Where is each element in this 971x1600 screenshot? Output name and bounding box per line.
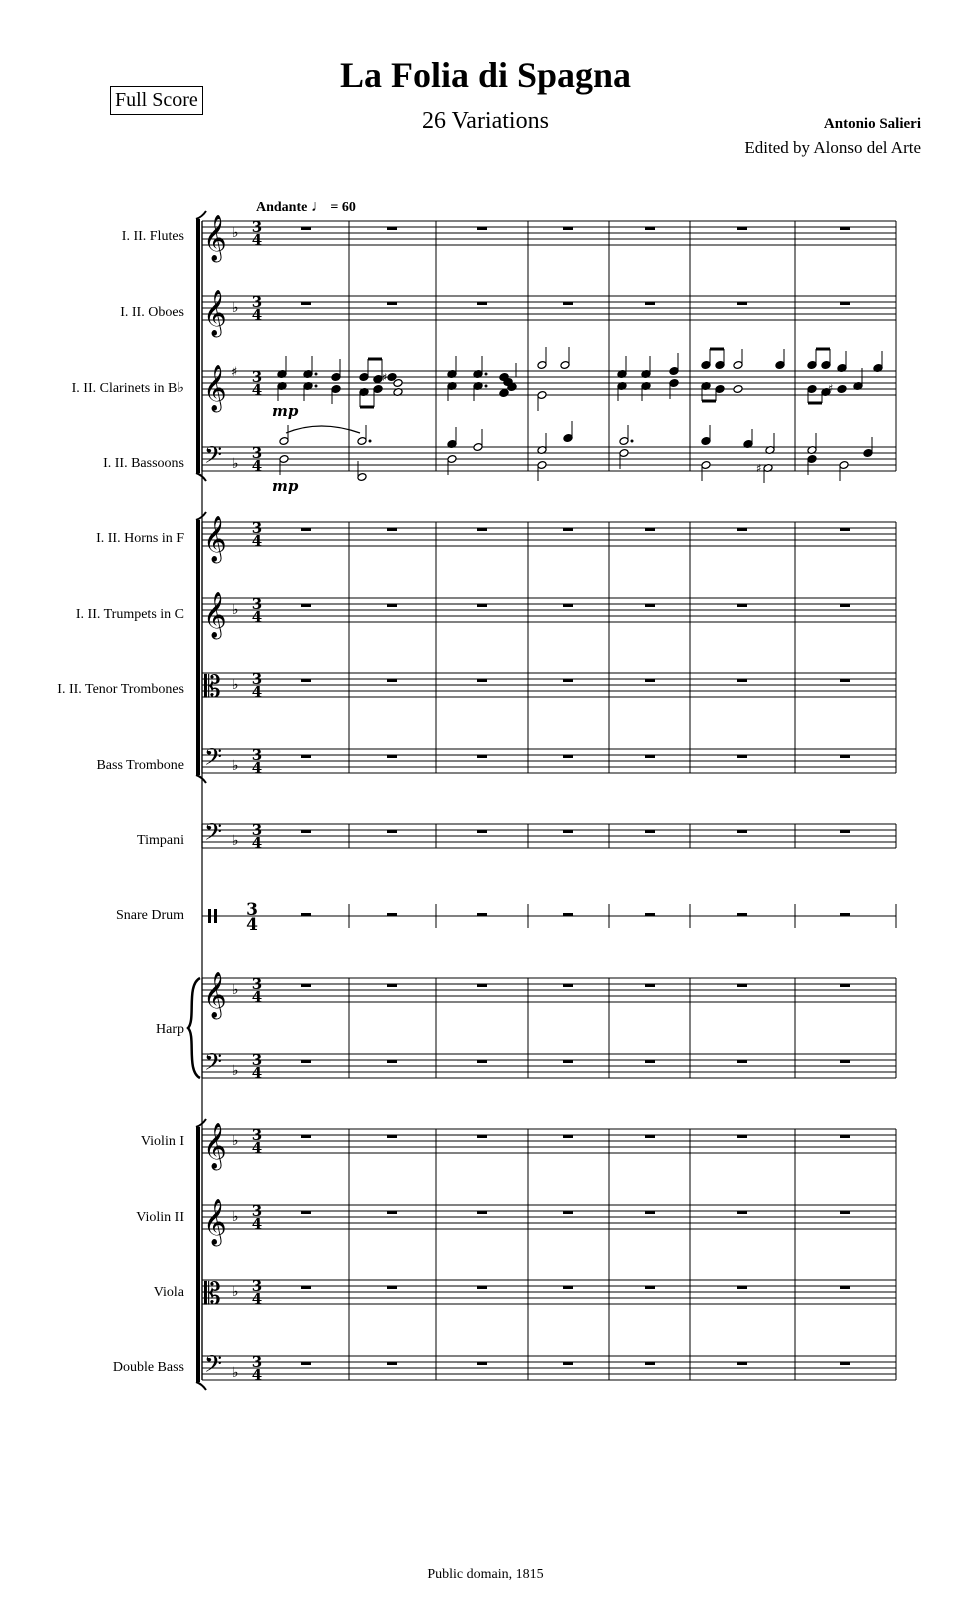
whole-rest [301, 679, 311, 682]
treble-clef-icon: 𝄞 [203, 1199, 227, 1245]
whole-rest [645, 1286, 655, 1289]
flat-key-signature-icon: ♭ [232, 1063, 239, 1079]
staff-1 [202, 296, 896, 320]
whole-rest [301, 913, 311, 916]
woodwind-bracket-hook [196, 473, 206, 481]
treble-clef-icon: 𝄞 [203, 290, 227, 336]
dot-mark [485, 385, 488, 388]
whole-rest [387, 227, 397, 230]
whole-rest [737, 1060, 747, 1063]
instrument-label-double-bass: Double Bass [112, 1360, 184, 1375]
time-signature-top: 3 [251, 293, 263, 311]
note-head [499, 389, 509, 398]
whole-rest [840, 1211, 850, 1214]
harp-brace [188, 978, 200, 1078]
time-signature-bottom: 4 [251, 1290, 263, 1308]
whole-rest [301, 830, 311, 833]
whole-rest [840, 1362, 850, 1365]
flat-key-signature-icon: ♭ [232, 833, 239, 849]
staff-15 [202, 1356, 896, 1380]
time-signature-top: 3 [251, 670, 263, 688]
copyright-footer: Public domain, 1815 [427, 1567, 544, 1582]
whole-rest [645, 1211, 655, 1214]
whole-rest [840, 227, 850, 230]
time-signature-top: 3 [251, 218, 263, 236]
whole-rest [477, 1211, 487, 1214]
time-signature-top: 3 [251, 975, 263, 993]
time-signature-bottom: 4 [246, 915, 258, 935]
whole-rest [840, 1135, 850, 1138]
treble-clef-icon: 𝄞 [203, 365, 227, 411]
whole-rest [563, 984, 573, 987]
whole-rest [387, 913, 397, 916]
whole-rest [563, 913, 573, 916]
whole-rest [737, 1286, 747, 1289]
staff-0 [202, 221, 896, 245]
whole-rest [301, 528, 311, 531]
time-signature-bottom: 4 [251, 1139, 263, 1157]
flat-key-signature-icon: ♭ [232, 1209, 239, 1225]
instrument-label-snare-drum: Snare Drum [115, 908, 184, 923]
staff-11 [202, 1054, 896, 1078]
flat-key-signature-icon: ♭ [232, 300, 239, 316]
strings-bracket [196, 1127, 200, 1382]
instrument-label-bassoons: I. II. Bassoons [103, 456, 184, 471]
instrument-label-flutes: I. II. Flutes [121, 229, 184, 244]
whole-rest [387, 984, 397, 987]
whole-rest [387, 830, 397, 833]
whole-rest [645, 1135, 655, 1138]
time-signature-bottom: 4 [251, 988, 263, 1006]
staff-13 [202, 1205, 896, 1229]
whole-rest [563, 755, 573, 758]
whole-rest [301, 604, 311, 607]
staff-3 [202, 447, 896, 471]
instrument-label-violin-2: Violin II [136, 1210, 184, 1225]
time-signature-top: 3 [251, 444, 263, 462]
tempo-value: = 60 [330, 200, 356, 215]
whole-rest [387, 528, 397, 531]
whole-rest [840, 679, 850, 682]
whole-rest [563, 1286, 573, 1289]
treble-clef-icon: 𝄞 [203, 516, 227, 562]
alto-clef-icon: 𝄡 [204, 1277, 221, 1312]
staff-5 [202, 598, 896, 622]
whole-rest [840, 913, 850, 916]
instrument-label-violin-1: Violin I [140, 1134, 184, 1149]
whole-rest [477, 679, 487, 682]
time-signature-top: 3 [251, 519, 263, 537]
dynamic-mark: mp [272, 477, 299, 495]
whole-rest [301, 227, 311, 230]
whole-rest [645, 755, 655, 758]
dot-mark [369, 440, 372, 443]
time-signature-bottom: 4 [251, 608, 263, 626]
whole-rest [477, 1286, 487, 1289]
flat-key-signature-icon: ♭ [232, 1284, 239, 1300]
whole-rest [737, 604, 747, 607]
whole-rest [563, 1060, 573, 1063]
whole-rest [563, 1211, 573, 1214]
time-signature-top: 3 [251, 746, 263, 764]
flat-key-signature-icon: ♭ [232, 677, 239, 693]
note-head [733, 385, 743, 394]
instrument-label-timpani: Timpani [137, 833, 184, 848]
time-signature-top: 3 [251, 1126, 263, 1144]
dot-mark [315, 385, 318, 388]
flat-key-signature-icon: ♭ [232, 456, 239, 472]
time-signature-top: 3 [246, 900, 258, 920]
whole-rest [737, 1211, 747, 1214]
note-head [837, 385, 847, 394]
whole-rest [387, 755, 397, 758]
whole-rest [563, 679, 573, 682]
whole-rest [387, 1211, 397, 1214]
whole-rest [477, 984, 487, 987]
whole-rest [387, 1286, 397, 1289]
time-signature-top: 3 [251, 1051, 263, 1069]
brass-bracket [196, 520, 200, 775]
sharp-accidental-icon: ♯ [756, 462, 762, 475]
whole-rest [477, 302, 487, 305]
whole-rest [645, 1362, 655, 1365]
treble-clef-icon: 𝄞 [203, 972, 227, 1018]
whole-rest [563, 1135, 573, 1138]
instrument-label-trumpets: I. II. Trumpets in C [75, 607, 184, 622]
whole-rest [645, 913, 655, 916]
whole-rest [645, 984, 655, 987]
whole-rest [387, 302, 397, 305]
time-signature-bottom: 4 [251, 231, 263, 249]
staff-4 [202, 522, 896, 546]
strings-bracket-hook [196, 1382, 206, 1390]
time-signature-bottom: 4 [251, 532, 263, 550]
instrument-label-horns: I. II. Horns in F [96, 531, 184, 546]
whole-rest [301, 302, 311, 305]
whole-rest [645, 227, 655, 230]
whole-rest [737, 227, 747, 230]
whole-rest [737, 1362, 747, 1365]
staff-7 [202, 749, 896, 773]
whole-rest [301, 1362, 311, 1365]
whole-rest [645, 528, 655, 531]
whole-rest [477, 913, 487, 916]
instrument-label-tenor-trombones: I. II. Tenor Trombones [57, 682, 184, 697]
flat-key-signature-icon: ♭ [232, 1365, 239, 1381]
time-signature-bottom: 4 [251, 1366, 263, 1384]
score-subtitle: 26 Variations [422, 108, 549, 134]
whole-rest [301, 1211, 311, 1214]
flat-key-signature-icon: ♭ [232, 758, 239, 774]
time-signature-top: 3 [251, 1202, 263, 1220]
whole-rest [301, 1135, 311, 1138]
whole-rest [563, 302, 573, 305]
tempo-text: Andante [256, 200, 308, 215]
whole-rest [645, 830, 655, 833]
dot-mark [631, 440, 634, 443]
woodwind-bracket [196, 219, 200, 473]
sharp-key-signature-icon: ♯ [231, 365, 238, 380]
whole-rest [840, 755, 850, 758]
treble-clef-icon: 𝄞 [203, 215, 227, 261]
time-signature-top: 3 [251, 1353, 263, 1371]
tenor-clef-icon: 𝄡 [204, 670, 221, 705]
staff-10 [202, 978, 896, 1002]
bass-clef-icon: 𝄢 [204, 1048, 223, 1081]
time-signature-top: 3 [251, 821, 263, 839]
whole-rest [737, 528, 747, 531]
composer-name: Antonio Salieri [823, 116, 921, 132]
quarter-note-icon: ♩ [310, 198, 327, 215]
bass-clef-icon: 𝄢 [204, 1350, 223, 1383]
whole-rest [563, 227, 573, 230]
sharp-accidental-icon: ♯ [382, 371, 388, 384]
whole-rest [737, 302, 747, 305]
flat-key-signature-icon: ♭ [232, 1133, 239, 1149]
whole-rest [563, 830, 573, 833]
whole-rest [301, 1286, 311, 1289]
whole-rest [477, 1060, 487, 1063]
time-signature-bottom: 4 [251, 759, 263, 777]
time-signature-bottom: 4 [251, 1064, 263, 1082]
flat-key-signature-icon: ♭ [232, 602, 239, 618]
time-signature-bottom: 4 [251, 306, 263, 324]
whole-rest [645, 1060, 655, 1063]
whole-rest [387, 604, 397, 607]
whole-rest [737, 1135, 747, 1138]
time-signature-bottom: 4 [251, 381, 263, 399]
instrument-label-bass-trombone: Bass Trombone [96, 758, 184, 773]
instrument-label-harp: Harp [156, 1022, 184, 1037]
time-signature-bottom: 4 [251, 683, 263, 701]
whole-rest [477, 528, 487, 531]
whole-rest [840, 830, 850, 833]
flat-key-signature-icon: ♭ [232, 982, 239, 998]
instrument-label-oboes: I. II. Oboes [120, 305, 184, 320]
whole-rest [840, 604, 850, 607]
bass-clef-icon: 𝄢 [204, 743, 223, 776]
whole-rest [477, 1135, 487, 1138]
dynamic-mark: mp [272, 402, 299, 420]
whole-rest [477, 604, 487, 607]
full-score-label: Full Score [110, 86, 203, 115]
time-signature-top: 3 [251, 595, 263, 613]
time-signature-top: 3 [251, 368, 263, 386]
whole-rest [387, 1135, 397, 1138]
staff-8 [202, 824, 896, 848]
whole-rest [840, 1060, 850, 1063]
time-signature-top: 3 [251, 1277, 263, 1295]
whole-rest [563, 604, 573, 607]
time-signature-bottom: 4 [251, 457, 263, 475]
whole-rest [737, 679, 747, 682]
instrument-label-viola: Viola [153, 1285, 184, 1300]
staff-14 [202, 1280, 896, 1304]
whole-rest [840, 528, 850, 531]
flat-key-signature-icon: ♭ [232, 225, 239, 241]
staff-12 [202, 1129, 896, 1153]
staff-6 [202, 673, 896, 697]
instrument-label-clarinets: I. II. Clarinets in B♭ [71, 381, 184, 396]
bass-clef-icon: 𝄢 [204, 818, 223, 851]
dot-mark [485, 373, 488, 376]
whole-rest [737, 984, 747, 987]
whole-rest [301, 984, 311, 987]
whole-rest [737, 830, 747, 833]
treble-clef-icon: 𝄞 [203, 1123, 227, 1169]
whole-rest [563, 528, 573, 531]
score-title: La Folia di Spagna [339, 55, 632, 95]
editor-credit: Edited by Alonso del Arte [744, 138, 921, 157]
whole-rest [477, 755, 487, 758]
dot-mark [315, 373, 318, 376]
whole-rest [477, 227, 487, 230]
percussion-clef-icon [214, 909, 217, 923]
whole-rest [737, 755, 747, 758]
whole-rest [645, 302, 655, 305]
percussion-clef-icon [208, 909, 211, 923]
whole-rest [737, 913, 747, 916]
whole-rest [840, 302, 850, 305]
whole-rest [840, 984, 850, 987]
whole-rest [387, 1060, 397, 1063]
time-signature-bottom: 4 [251, 834, 263, 852]
whole-rest [645, 679, 655, 682]
sharp-accidental-icon: ♯ [828, 382, 834, 395]
treble-clef-icon: 𝄞 [203, 592, 227, 638]
bass-clef-icon: 𝄢 [204, 441, 223, 474]
whole-rest [301, 1060, 311, 1063]
whole-rest [645, 604, 655, 607]
time-signature-bottom: 4 [251, 1215, 263, 1233]
whole-rest [387, 1362, 397, 1365]
whole-rest [301, 755, 311, 758]
whole-rest [840, 1286, 850, 1289]
whole-rest [477, 830, 487, 833]
whole-rest [387, 679, 397, 682]
whole-rest [477, 1362, 487, 1365]
whole-rest [563, 1362, 573, 1365]
brass-bracket-hook [196, 775, 206, 783]
